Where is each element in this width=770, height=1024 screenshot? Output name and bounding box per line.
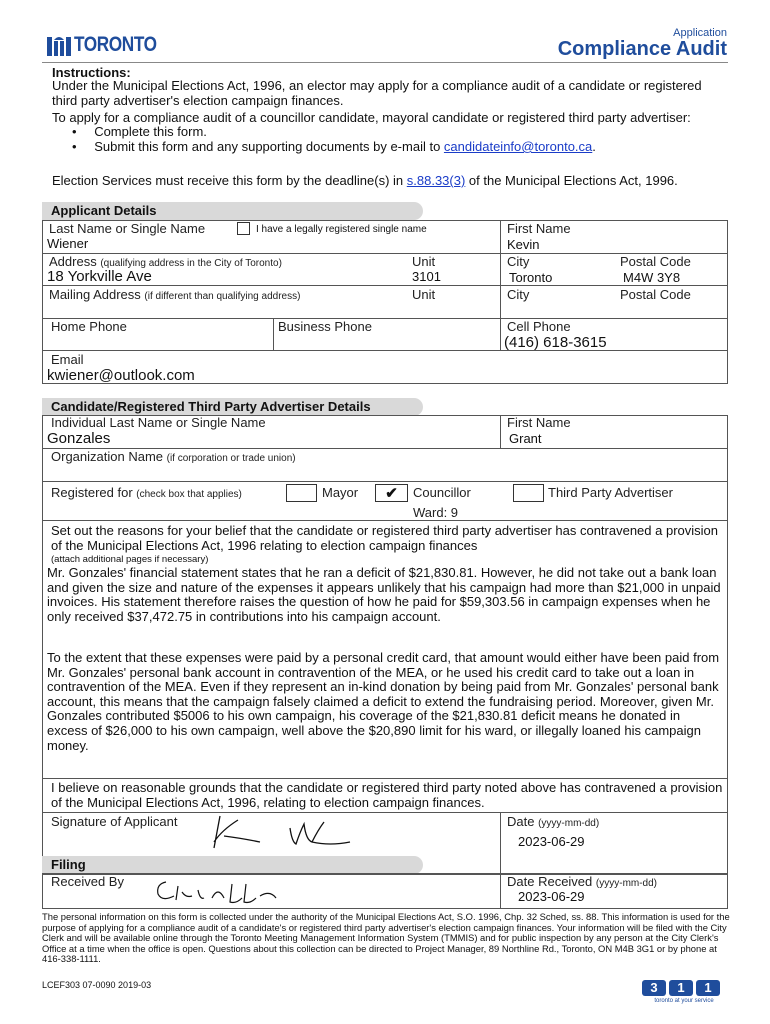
- business-phone-label: Business Phone: [278, 319, 372, 334]
- instructions-bullet-2: • Submit this form and any supporting documents by e-mail to candidateinfo@toronto.ca.: [72, 139, 596, 154]
- instructions-heading: Instructions:: [52, 65, 131, 80]
- candidate-first-name-label: First Name: [507, 415, 571, 430]
- org-wordmark: TORONTO: [74, 33, 157, 56]
- logo-311-tagline: toronto at your service: [654, 998, 714, 1004]
- declaration-text: I believe on reasonable grounds that the candidate or registered third party noted above has contravened a provision of the Municipal Elections Act, 1996, relating to election campaign finances.: [51, 780, 723, 810]
- applicant-section-title: Applicant Details: [42, 202, 423, 220]
- instructions-bullet-1: • Complete this form.: [72, 124, 207, 139]
- applicant-city-field[interactable]: Toronto: [509, 270, 553, 285]
- header-rule: [42, 62, 728, 63]
- applicant-details-box: [42, 220, 728, 384]
- date-label: Date (yyyy-mm-dd): [507, 814, 600, 829]
- signature-label: Signature of Applicant: [51, 814, 178, 829]
- councillor-checkbox[interactable]: [375, 484, 408, 502]
- cell-phone-label: Cell Phone: [507, 319, 571, 334]
- date-received-field[interactable]: 2023-06-29: [518, 889, 585, 904]
- candidate-first-name-field[interactable]: Grant: [509, 431, 542, 446]
- checkmark-icon: ✔: [385, 485, 398, 502]
- councillor-label: Councillor: [413, 485, 471, 500]
- date-field[interactable]: 2023-06-29: [518, 834, 585, 849]
- form-code: LCEF303 07-0090 2019-03: [42, 980, 152, 990]
- mayor-label: Mayor: [322, 485, 359, 500]
- form-kicker: Application: [673, 27, 727, 39]
- instructions-paragraph-1: Under the Municipal Elections Act, 1996, an elector may apply for a compliance audit of a candidate or registered third party advertiser's election campaign finances.: [52, 78, 702, 108]
- filing-section-title: Filing: [42, 856, 423, 874]
- applicant-address-field[interactable]: 18 Yorkville Ave: [47, 268, 152, 285]
- applicant-unit-label: Unit: [412, 254, 436, 269]
- candidate-last-name-field[interactable]: Gonzales: [47, 430, 111, 447]
- mailing-unit-label: Unit: [412, 287, 436, 302]
- third-party-advertiser-label: Third Party Advertiser: [548, 485, 673, 500]
- mayor-checkbox[interactable]: [286, 484, 317, 502]
- organization-name-label: Organization Name (if corporation or trade union): [51, 449, 296, 464]
- applicant-address-label: Address (qualifying address in the City of Toronto): [49, 254, 282, 269]
- privacy-notice: The personal information on this form is collected under the authority of the Municipal Elections Act, S.O. 1996, Chp. 32 Sched, ss. 88. This information is used for the purpose of applying for a compliance audit of a candidate's or registered third party advertiser's election campaign finances. Your information will be filed with the City Clerk and will be available online through the Toronto Meeting Management Information System (TMMIS) and for public inspection by any person at the City Clerk's Office at a time when the office is open. Questions about this collection can be directed to Project Manager, 89 Northline Rd., Toronto, ON M4B 3G1 or by phone at 416-338-1111.: [42, 911, 730, 965]
- received-by-signature: [152, 876, 282, 908]
- section-88-33-link[interactable]: s.88.33(3): [406, 173, 466, 188]
- single-name-checkbox-label: I have a legally registered single name: [256, 224, 427, 235]
- candidateinfo-email-link[interactable]: candidateinfo@toronto.ca: [443, 139, 593, 154]
- reasons-prompt: Set out the reasons for your belief that the candidate or registered third party advertiser has contravened a provision of the Municipal Elections Act, 1996 relating to election campaign finances: [51, 523, 718, 553]
- email-label: Email: [51, 352, 84, 367]
- email-field[interactable]: kwiener@outlook.com: [47, 367, 195, 384]
- reasons-hint: (attach additional pages if necessary): [51, 554, 209, 565]
- applicant-signature: [200, 812, 360, 854]
- reasons-text-paragraph-2[interactable]: To the extent that these expenses were paid by a personal credit card, that amount would either have been paid from Mr. Gonzales' personal bank account in contravention of the MEA, or he used his credit card to take out a loan in contravention of the MEA. Even if they represent an in-kind donation by being paid from Mr. Gonzales' personal bank account, this means that the campaign falsely claimed a deficit to extend the fundraising period. Moreover, given Mr. Gonzales contributed $5006 to his own campaign, his coverage of the $21,830.81 deficit means he donated in excess of $26,000 to his own campaign, well above the $20,890 limit for his ward, or illegally loaned his campaign money.: [47, 650, 720, 753]
- deadline-note: Election Services must receive this form by the deadline(s) in s.88.33(3) of the Municipal Elections Act, 1996.: [52, 173, 678, 188]
- mailing-postal-label: Postal Code: [620, 287, 691, 302]
- single-name-checkbox[interactable]: [237, 222, 250, 235]
- logo-311-digit: 3: [642, 980, 666, 996]
- cell-phone-field[interactable]: (416) 618-3615: [504, 334, 607, 351]
- applicant-first-name-label: First Name: [507, 221, 571, 236]
- ward-field[interactable]: Ward: 9: [413, 505, 459, 520]
- logo-311-digit: 1: [696, 980, 720, 996]
- form-title: Compliance Audit: [557, 38, 727, 60]
- home-phone-label: Home Phone: [51, 319, 127, 334]
- logo-311-digit: 1: [669, 980, 693, 996]
- received-by-label: Received By: [51, 874, 124, 889]
- instructions-paragraph-2: To apply for a compliance audit of a councillor candidate, mayoral candidate or registered third party advertiser:: [52, 110, 691, 125]
- city-hall-icon: [46, 33, 72, 57]
- toronto-logo: [46, 32, 175, 58]
- third-party-advertiser-checkbox[interactable]: [513, 484, 544, 502]
- date-received-label: Date Received (yyyy-mm-dd): [507, 874, 658, 889]
- bullet-icon: •: [72, 139, 77, 154]
- mailing-city-label: City: [507, 287, 530, 302]
- candidate-section-title: Candidate/Registered Third Party Advertiser Details: [42, 398, 423, 416]
- mailing-address-label: Mailing Address (if different than qualifying address): [49, 287, 301, 302]
- logo-311: [642, 980, 726, 1004]
- applicant-last-name-label: Last Name or Single Name: [49, 221, 206, 236]
- applicant-postal-label: Postal Code: [620, 254, 691, 269]
- registered-for-label: Registered for (check box that applies): [51, 485, 242, 500]
- applicant-first-name-field[interactable]: Kevin: [507, 237, 540, 252]
- applicant-last-name-field[interactable]: Wiener: [47, 236, 89, 251]
- applicant-postal-field[interactable]: M4W 3Y8: [623, 270, 681, 285]
- candidate-last-name-label: Individual Last Name or Single Name: [51, 415, 266, 430]
- applicant-city-label: City: [507, 254, 530, 269]
- bullet-icon: •: [72, 124, 77, 139]
- applicant-unit-field[interactable]: 3101: [412, 269, 441, 284]
- reasons-text-paragraph-1[interactable]: Mr. Gonzales' financial statement states that he ran a deficit of $21,830.81. However, he did not take out a bank loan and given the size and nature of the expenses it appears unlikely that his campaign had more than $21,000 in unpaid invoices. His statement therefore raises the question of how he paid for $59,303.56 in campaign expenses when he only received $37,472.75 in contributions into his campaign account.: [47, 565, 721, 624]
